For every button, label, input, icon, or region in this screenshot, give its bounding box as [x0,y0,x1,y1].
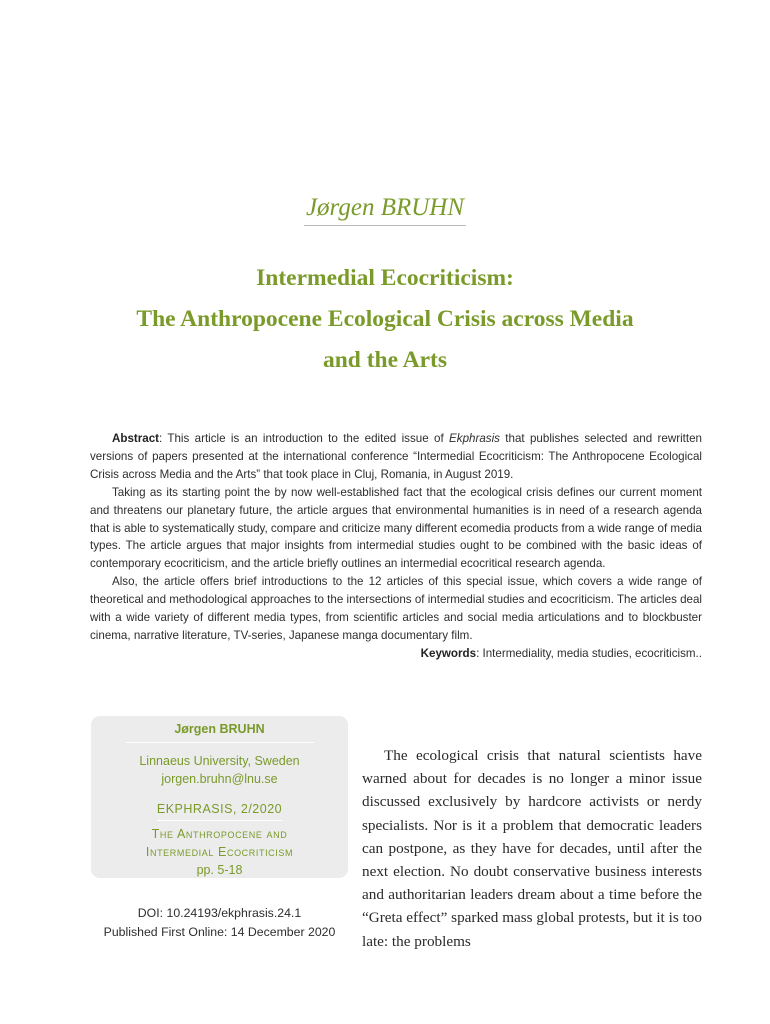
info-divider [126,742,314,743]
abstract-paragraph-1 [90,430,702,484]
author-heading [0,194,770,226]
keywords-label: Keywords [420,646,477,660]
info-issue-line-1: The Anthropocene and [151,827,288,841]
info-affiliation: Linnaeus University, Sweden [139,754,300,768]
abstract-p1-end: that publishes selected and rewritten versions of papers presented at the international conference “Intermedial Ecocriticism: The Anthropocene Ecological Crisis across Media and the Arts” that took place in Cluj, Romania, in August 2019. [90,432,702,481]
info-pages: pp. 5-18 [196,863,243,877]
keywords [90,645,702,663]
abstract-section [90,430,702,663]
info-issue-line-2: Intermedial Ecocriticism [145,845,294,859]
info-special-issue [91,825,348,879]
journal-name-italic: Ekphrasis [449,432,500,445]
title-line-2: The Anthropocene Ecological Crisis across Media [136,306,634,332]
publication-info [91,904,348,941]
keywords-text: : Intermediality, media studies, ecocriticism.. [476,646,702,660]
body-paragraph: The ecological crisis that natural scientists have warned about for decades is no longer a minor issue discussed exclusively by hardcore activists or nerdy specialists. Nor is it a problem that democratic leaders can postpone, as they have for decades, until after the next election. No doubt conservative business interests and authoritarian leaders dream about a time before the “Greta effect” sparked mass global protests, but it is too late: the problems [362,747,702,950]
published-date: Published First Online: 14 December 2020 [103,924,336,939]
author-info-box [91,716,348,878]
article-title [60,258,710,381]
doi[interactable]: DOI: 10.24193/ekphrasis.24.1 [137,906,302,920]
abstract-paragraph-2: Taking as its starting point the by now well-established fact that the ecological crisis defines our current moment and threatens our planetary future, the article argues that environmental humanities is in need of a research agenda that is able to systematically study, compare and criticize many different ecomedia products from a wide range of media types. The article argues that major insights from intermedial studies ought to be combined with the basic ideas of contemporary ecocriticism, and the article briefly outlines an intermedial ecocritical research agenda. [90,485,702,571]
title-line-3: and the Arts [322,347,448,373]
info-author-name: Jørgen BRUHN [174,722,265,736]
abstract-label: Abstract [112,432,160,445]
info-journal-issue: EKPHRASIS, 2/2020 [157,801,282,821]
info-affiliation-block [91,752,348,788]
info-email[interactable]: jorgen.bruhn@lnu.se [161,772,278,786]
title-line-1: Intermedial Ecocriticism: [256,265,514,291]
abstract-paragraph-3: Also, the article offers brief introductions to the 12 articles of this special issue, which covers a wide range of theoretical and methodological approaches to the intersections of intermedial studies and ecocriticism. The articles deal with a wide variety of different media types, from scientific articles and social media articulations and to blockbuster cinema, narrative literature, TV-series, Japanese manga documentary film. [90,575,703,642]
author-heading-text: Jørgen BRUHN [304,194,466,226]
abstract-p1-start: : This article is an introduction to the edited issue of [159,432,450,445]
